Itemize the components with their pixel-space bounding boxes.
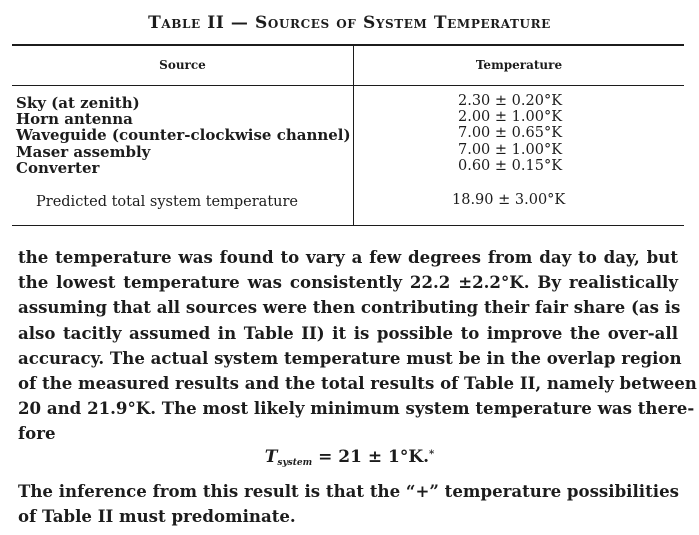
paragraph-line: the lowest temperature was consistently 22.2 ±2.2°K. By realistically <box>18 272 678 293</box>
paragraph-line: also tacitly assumed in Table II) it is possible to improve the over-all <box>18 322 678 343</box>
table-bottom-rule <box>12 225 684 226</box>
paragraph-line: The inference from this result is that the “+” temperature possibilities <box>18 481 679 501</box>
temperature-cell: 2.00 ± 1.00°K <box>458 109 563 125</box>
footnote-mark: * <box>429 449 435 460</box>
total-value: 18.90 ± 3.00°K <box>452 192 566 208</box>
table-title: Table II — Sources of System Temperature <box>148 13 551 33</box>
equation-subscript: system <box>277 458 313 468</box>
paragraph-line: the temperature was found to vary a few degrees from day to day, but <box>18 247 678 267</box>
paragraph-line: of the measured results and the total results of Table II, namely between <box>18 373 697 394</box>
temperature-cell: 0.60 ± 0.15°K <box>458 158 563 174</box>
paragraph-line: 20 and 21.9°K. The most likely minimum system temperature was there- <box>18 398 695 419</box>
temperature-cell: 2.30 ± 0.20°K <box>458 93 563 109</box>
paragraph-line: accuracy. The actual system temperature must be in the overlap region <box>18 347 682 368</box>
equation-rhs: = 21 ± 1°K. <box>318 447 430 467</box>
table-top-rule <box>12 44 684 46</box>
table-header-rule <box>12 85 684 86</box>
column-header-source: Source <box>159 58 206 72</box>
body-paragraph <box>18 245 697 447</box>
paragraph-line: fore <box>18 423 56 444</box>
conclusion-paragraph <box>18 479 678 529</box>
source-cell: Sky (at zenith) <box>16 94 140 112</box>
source-cell: Converter <box>16 159 100 177</box>
total-label: Predicted total system temperature <box>36 194 298 210</box>
source-cell: Horn antenna <box>16 110 133 128</box>
paragraph-line: assuming that all sources were then contributing their fair share (as is <box>18 297 681 318</box>
source-cell: Maser assembly <box>16 143 151 161</box>
equation-symbol: T <box>264 447 278 467</box>
system-temperature-equation <box>0 447 699 468</box>
column-divider <box>353 45 354 226</box>
column-header-temperature: Temperature <box>475 58 563 72</box>
temperature-cell: 7.00 ± 0.65°K <box>458 125 563 141</box>
source-cell: Waveguide (counter-clockwise channel) <box>16 126 351 144</box>
temperature-cell: 7.00 ± 1.00°K <box>458 142 563 158</box>
paragraph-line: of Table II must predominate. <box>18 506 296 526</box>
